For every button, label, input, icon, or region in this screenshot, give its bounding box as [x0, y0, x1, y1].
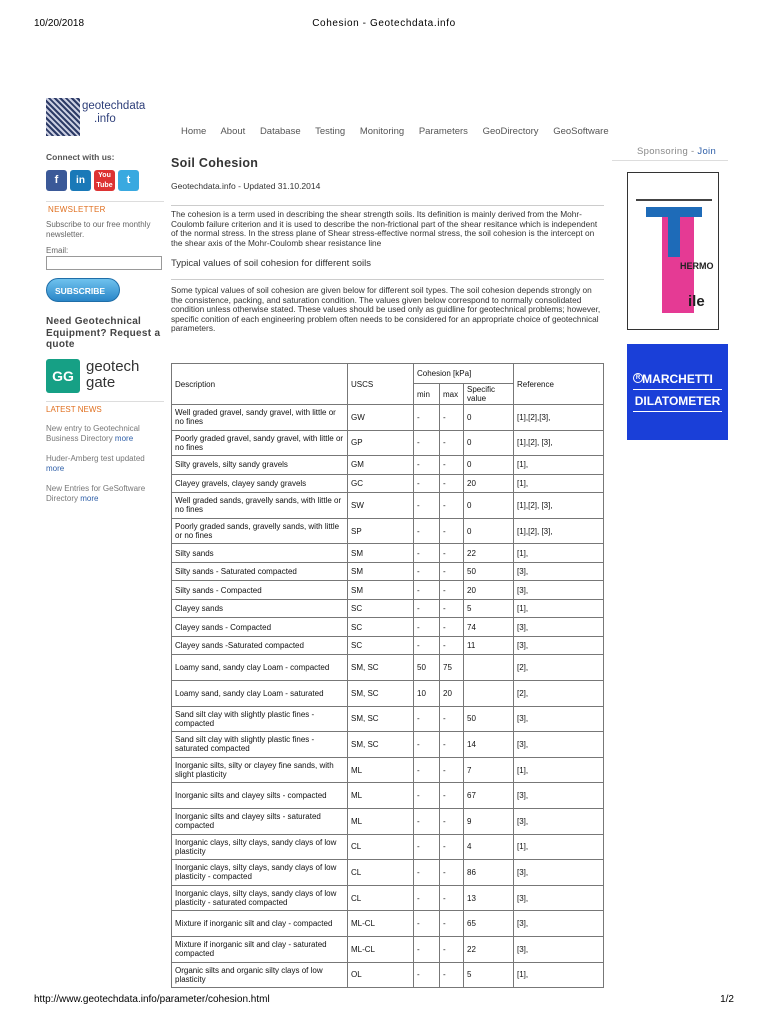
- cell-uscs: ML: [348, 808, 414, 834]
- cell-uscs: CL: [348, 885, 414, 911]
- nav-parameters[interactable]: Parameters: [418, 126, 468, 137]
- cell-uscs: ML-CL: [348, 911, 414, 937]
- ad-hermo-text: HERMO: [680, 261, 714, 271]
- marchetti-ad[interactable]: [627, 344, 728, 440]
- cell-max: -: [440, 911, 464, 937]
- cell-specific: 22: [464, 544, 514, 563]
- header-specific: Specific value: [464, 384, 514, 405]
- cell-description: Inorganic silts and clayey silts - compacted: [172, 783, 348, 809]
- cell-description: Well graded sands, gravelly sands, with little or no fines: [172, 493, 348, 519]
- cell-specific: 9: [464, 808, 514, 834]
- cell-description: Sand silt clay with slightly plastic fines - saturated compacted: [172, 732, 348, 758]
- cell-reference: [1],: [514, 474, 604, 493]
- cell-min: -: [414, 885, 440, 911]
- table-row: [172, 834, 604, 860]
- table-row: [172, 618, 604, 637]
- table-row: [172, 405, 604, 431]
- cell-reference: [3],: [514, 885, 604, 911]
- intro-paragraph: Some typical values of soil cohesion are given below for different soil types. The soil cohesion depends strongly on the consistence, packing, and saturation condition. The values given below correspond to normally consolidated condition unless otherwise stated. These values should be used only as guidline for geotechnical problems; however, specific conition of each engineering problem often needs to be considered for an appropriate choice of geotechnical parameters.: [171, 285, 601, 333]
- cell-reference: [3],: [514, 860, 604, 886]
- nav-testing[interactable]: Testing: [315, 126, 346, 137]
- cell-uscs: ML: [348, 783, 414, 809]
- cell-reference: [3],: [514, 706, 604, 732]
- cell-max: -: [440, 430, 464, 456]
- divider: [633, 389, 722, 390]
- byline: Geotechdata.info - Updated 31.10.2014: [171, 181, 321, 191]
- cell-reference: [3],: [514, 783, 604, 809]
- cell-reference: [2],: [514, 680, 604, 706]
- cell-min: -: [414, 860, 440, 886]
- cell-description: Inorganic clays, silty clays, sandy clays of low plasticity - compacted: [172, 860, 348, 886]
- cell-max: 75: [440, 655, 464, 681]
- cell-reference: [1],: [514, 962, 604, 988]
- cell-reference: [1],: [514, 757, 604, 783]
- table-row: [172, 456, 604, 475]
- geotech-gate-logo[interactable]: [46, 359, 164, 397]
- header-cohesion: Cohesion [kPa]: [414, 364, 514, 384]
- cell-min: -: [414, 911, 440, 937]
- geotech-gate-text: [86, 359, 139, 391]
- subscribe-button[interactable]: SUBSCRIBE: [46, 278, 120, 302]
- cell-max: -: [440, 885, 464, 911]
- cell-description: Mixture if inorganic silt and clay - compacted: [172, 911, 348, 937]
- table-row: [172, 783, 604, 809]
- join-link[interactable]: Join: [697, 146, 717, 157]
- cell-max: -: [440, 544, 464, 563]
- table-row: [172, 706, 604, 732]
- email-label: Email:: [46, 246, 69, 255]
- header-min: min: [414, 384, 440, 405]
- cell-reference: [1],[2],[3],: [514, 405, 604, 431]
- table-row: [172, 518, 604, 544]
- cell-description: Organic silts and organic silty clays of low plasticity: [172, 962, 348, 988]
- cell-max: -: [440, 783, 464, 809]
- cell-min: 10: [414, 680, 440, 706]
- cell-max: 20: [440, 680, 464, 706]
- table-row: [172, 493, 604, 519]
- cell-description: Inorganic silts and clayey silts - saturated compacted: [172, 808, 348, 834]
- cell-description: Clayey gravels, clayey sandy gravels: [172, 474, 348, 493]
- cell-uscs: GW: [348, 405, 414, 431]
- ad-ile-text: ile: [688, 293, 705, 310]
- cell-uscs: SC: [348, 618, 414, 637]
- table-row: [172, 474, 604, 493]
- nav-geodirectory[interactable]: GeoDirectory: [482, 126, 539, 137]
- cell-uscs: SM, SC: [348, 706, 414, 732]
- table-row: [172, 757, 604, 783]
- cell-max: -: [440, 456, 464, 475]
- cell-min: -: [414, 618, 440, 637]
- header-description: Description: [172, 364, 348, 405]
- latest-news-heading: LATEST NEWS: [46, 401, 164, 414]
- cell-description: Silty sands - Saturated compacted: [172, 562, 348, 581]
- cell-max: -: [440, 405, 464, 431]
- cell-specific: 0: [464, 405, 514, 431]
- cell-reference: [2],: [514, 655, 604, 681]
- cell-max: -: [440, 493, 464, 519]
- cell-max: -: [440, 860, 464, 886]
- logo-mark-icon: [46, 98, 80, 136]
- cell-reference: [1],[2], [3],: [514, 493, 604, 519]
- registered-icon: R: [633, 373, 643, 383]
- cell-uscs: SM: [348, 581, 414, 600]
- cell-min: -: [414, 757, 440, 783]
- cell-specific: 65: [464, 911, 514, 937]
- divider: [612, 160, 728, 161]
- cell-specific: 74: [464, 618, 514, 637]
- table-row: [172, 962, 604, 988]
- site-logo[interactable]: [46, 98, 146, 138]
- cell-description: Inorganic clays, silty clays, sandy clays of low plasticity: [172, 834, 348, 860]
- cell-reference: [3],: [514, 581, 604, 600]
- sponsoring-label: [637, 146, 716, 157]
- print-header: [34, 18, 734, 32]
- cell-min: -: [414, 581, 440, 600]
- cell-reference: [3],: [514, 636, 604, 655]
- cell-specific: 0: [464, 493, 514, 519]
- cell-description: Mixture if inorganic silt and clay - saturated compacted: [172, 936, 348, 962]
- cell-specific: 50: [464, 562, 514, 581]
- cell-specific: 20: [464, 581, 514, 600]
- cell-description: Clayey sands: [172, 599, 348, 618]
- table-row: [172, 732, 604, 758]
- cell-min: -: [414, 599, 440, 618]
- table-row: [172, 430, 604, 456]
- linkedin-icon[interactable]: in: [70, 170, 91, 191]
- cell-max: -: [440, 757, 464, 783]
- nav-about[interactable]: About: [220, 126, 246, 137]
- twitter-icon[interactable]: t: [118, 170, 139, 191]
- cell-min: 50: [414, 655, 440, 681]
- cell-max: -: [440, 732, 464, 758]
- cell-max: -: [440, 834, 464, 860]
- cell-specific: 67: [464, 783, 514, 809]
- news-item: [46, 424, 164, 444]
- cell-specific: 5: [464, 599, 514, 618]
- logo-text: geotechdata: [82, 100, 146, 112]
- cell-max: -: [440, 962, 464, 988]
- cell-uscs: SM: [348, 562, 414, 581]
- cell-uscs: ML: [348, 757, 414, 783]
- cell-reference: [1],: [514, 834, 604, 860]
- cell-description: Poorly graded sands, gravelly sands, with little or no fines: [172, 518, 348, 544]
- cell-uscs: SC: [348, 599, 414, 618]
- main-nav: [181, 126, 621, 140]
- cell-specific: 7: [464, 757, 514, 783]
- cell-description: Clayey sands - Compacted: [172, 618, 348, 637]
- cell-min: -: [414, 732, 440, 758]
- news-text: Huder-Amberg test updated: [46, 453, 145, 463]
- cell-specific: 13: [464, 885, 514, 911]
- cell-specific: 20: [464, 474, 514, 493]
- cell-reference: [1],[2], [3],: [514, 430, 604, 456]
- cell-uscs: GM: [348, 456, 414, 475]
- facebook-icon[interactable]: f: [46, 170, 67, 191]
- cell-reference: [1],: [514, 599, 604, 618]
- table-row: [172, 655, 604, 681]
- cell-reference: [1],: [514, 456, 604, 475]
- cell-max: -: [440, 706, 464, 732]
- table-row: [172, 911, 604, 937]
- ad-line2: DILATOMETER: [634, 394, 721, 408]
- ad-line1: MARCHETTI: [642, 372, 713, 386]
- cell-uscs: SM, SC: [348, 655, 414, 681]
- cell-specific: 0: [464, 430, 514, 456]
- sponsoring-text: Sponsoring -: [637, 146, 698, 157]
- logo-text-suffix: .info: [94, 113, 116, 125]
- cohesion-table: [171, 363, 604, 988]
- newsletter-description: Subscribe to our free monthly newsletter.: [46, 220, 151, 239]
- email-input[interactable]: [46, 256, 162, 270]
- divider: [171, 205, 604, 206]
- cell-min: -: [414, 474, 440, 493]
- cell-min: -: [414, 405, 440, 431]
- divider: [171, 279, 604, 280]
- cell-uscs: GP: [348, 430, 414, 456]
- section-heading: Typical values of soil cohesion for different soils: [171, 258, 371, 269]
- cell-uscs: SM: [348, 544, 414, 563]
- cell-reference: [3],: [514, 808, 604, 834]
- page-title: Soil Cohesion: [171, 156, 259, 170]
- cell-description: Silty sands: [172, 544, 348, 563]
- cell-max: -: [440, 581, 464, 600]
- table-row: [172, 860, 604, 886]
- header-uscs: USCS: [348, 364, 414, 405]
- cell-max: -: [440, 808, 464, 834]
- cell-uscs: SP: [348, 518, 414, 544]
- cell-description: Sand silt clay with slightly plastic fines - compacted: [172, 706, 348, 732]
- cell-min: -: [414, 636, 440, 655]
- cell-reference: [3],: [514, 936, 604, 962]
- cell-max: -: [440, 618, 464, 637]
- cell-specific: 50: [464, 706, 514, 732]
- nav-home[interactable]: Home: [181, 126, 207, 137]
- cell-specific: 14: [464, 732, 514, 758]
- table-row: [172, 885, 604, 911]
- news-item: [46, 484, 164, 504]
- social-links: [46, 170, 164, 194]
- cell-uscs: SM, SC: [348, 732, 414, 758]
- cell-min: -: [414, 706, 440, 732]
- table-row: [172, 581, 604, 600]
- print-date: 10/20/2018: [34, 18, 85, 29]
- cell-uscs: ML-CL: [348, 936, 414, 962]
- table-row: [172, 636, 604, 655]
- cell-description: Loamy sand, sandy clay Loam - saturated: [172, 680, 348, 706]
- cell-uscs: OL: [348, 962, 414, 988]
- cell-max: -: [440, 936, 464, 962]
- connect-heading: Connect with us:: [46, 152, 115, 162]
- t-graphic: [646, 207, 702, 217]
- cell-min: -: [414, 518, 440, 544]
- table-row: [172, 808, 604, 834]
- cell-reference: [3],: [514, 618, 604, 637]
- cell-description: Inorganic silts, silty or clayey fine sands, with slight plasticity: [172, 757, 348, 783]
- cell-uscs: CL: [348, 834, 414, 860]
- cell-specific: 11: [464, 636, 514, 655]
- news-text: New entry to Geotechnical Business Directory: [46, 423, 140, 443]
- cell-description: Poorly graded gravel, sandy gravel, with little or no fines: [172, 430, 348, 456]
- print-url: http://www.geotechdata.info/parameter/cohesion.html: [34, 994, 270, 1005]
- cell-uscs: CL: [348, 860, 414, 886]
- cell-specific: 86: [464, 860, 514, 886]
- cell-uscs: SC: [348, 636, 414, 655]
- table-row: [172, 562, 604, 581]
- nav-monitoring[interactable]: Monitoring: [359, 126, 405, 137]
- table-row: [172, 680, 604, 706]
- equipment-quote-link[interactable]: Need Geotechnical Equipment? Request a quote: [46, 316, 161, 350]
- cell-reference: [1],: [514, 544, 604, 563]
- cell-reference: [3],: [514, 732, 604, 758]
- crane-graphic: [636, 179, 712, 201]
- table-row: [172, 599, 604, 618]
- left-sidebar: [46, 152, 164, 504]
- cell-min: -: [414, 430, 440, 456]
- news-text: New Entries for GeSoftware Directory: [46, 483, 146, 503]
- cell-description: Silty sands - Compacted: [172, 581, 348, 600]
- cell-uscs: SM, SC: [348, 680, 414, 706]
- cell-min: -: [414, 783, 440, 809]
- thermopile-ad[interactable]: [627, 172, 719, 330]
- youtube-icon[interactable]: You Tube: [94, 170, 115, 191]
- divider: [633, 411, 722, 412]
- header-max: max: [440, 384, 464, 405]
- cell-specific: [464, 680, 514, 706]
- cell-max: -: [440, 636, 464, 655]
- cell-max: -: [440, 474, 464, 493]
- cell-specific: 5: [464, 962, 514, 988]
- news-more-link[interactable]: more: [80, 493, 99, 503]
- cell-min: -: [414, 544, 440, 563]
- cell-description: Clayey sands -Saturated compacted: [172, 636, 348, 655]
- cell-description: Well graded gravel, sandy gravel, with little or no fines: [172, 405, 348, 431]
- cell-max: -: [440, 562, 464, 581]
- cell-min: -: [414, 808, 440, 834]
- header-reference: Reference: [514, 364, 604, 405]
- geotech-gate-line2: gate: [86, 373, 116, 391]
- news-item: [46, 454, 164, 474]
- cell-min: -: [414, 962, 440, 988]
- cell-description: Silty gravels, silty sandy gravels: [172, 456, 348, 475]
- nav-geosoftware[interactable]: GeoSoftware: [553, 126, 609, 137]
- print-page-title: Cohesion - Geotechdata.info: [312, 18, 456, 29]
- table-row: [172, 544, 604, 563]
- cell-min: -: [414, 936, 440, 962]
- cell-specific: 0: [464, 518, 514, 544]
- print-page-number: 1/2: [720, 994, 734, 1005]
- geotech-gate-icon: GG: [46, 359, 80, 393]
- cell-specific: [464, 655, 514, 681]
- table-body: [172, 405, 604, 988]
- cell-reference: [3],: [514, 562, 604, 581]
- cell-specific: 4: [464, 834, 514, 860]
- cell-uscs: SW: [348, 493, 414, 519]
- cell-description: Loamy sand, sandy clay Loam - compacted: [172, 655, 348, 681]
- newsletter-heading: NEWSLETTER: [46, 201, 164, 214]
- cell-max: -: [440, 599, 464, 618]
- news-more-link[interactable]: more: [114, 433, 134, 443]
- cell-max: -: [440, 518, 464, 544]
- cell-reference: [3],: [514, 911, 604, 937]
- main-content: [171, 156, 604, 334]
- cell-specific: 0: [464, 456, 514, 475]
- cell-min: -: [414, 562, 440, 581]
- cell-uscs: GC: [348, 474, 414, 493]
- cell-min: -: [414, 834, 440, 860]
- definition-paragraph: The cohesion is a term used in describing the shear strength soils. Its definition is mainly derived from the Mohr-Coulomb failure criterion and it is used to describe the non-frictional part of the shear resitance which is independent of the normal stress. In the stress plane of Shear stress-effective normal stress, the soil cohesion is the intercept on the shear axis of the Mohr-Coulomb shear resistance line: [171, 209, 598, 248]
- geotech-gate-line1: geotech: [86, 357, 140, 375]
- nav-database[interactable]: Database: [259, 126, 301, 137]
- t-stem-graphic: [668, 217, 680, 257]
- print-footer: [34, 994, 734, 1008]
- cell-specific: 22: [464, 936, 514, 962]
- news-more-link[interactable]: more: [46, 463, 65, 473]
- cell-reference: [1],[2], [3],: [514, 518, 604, 544]
- cell-description: Inorganic clays, silty clays, sandy clays of low plasticity - saturated compacted: [172, 885, 348, 911]
- cell-min: -: [414, 456, 440, 475]
- cell-min: -: [414, 493, 440, 519]
- table-row: [172, 936, 604, 962]
